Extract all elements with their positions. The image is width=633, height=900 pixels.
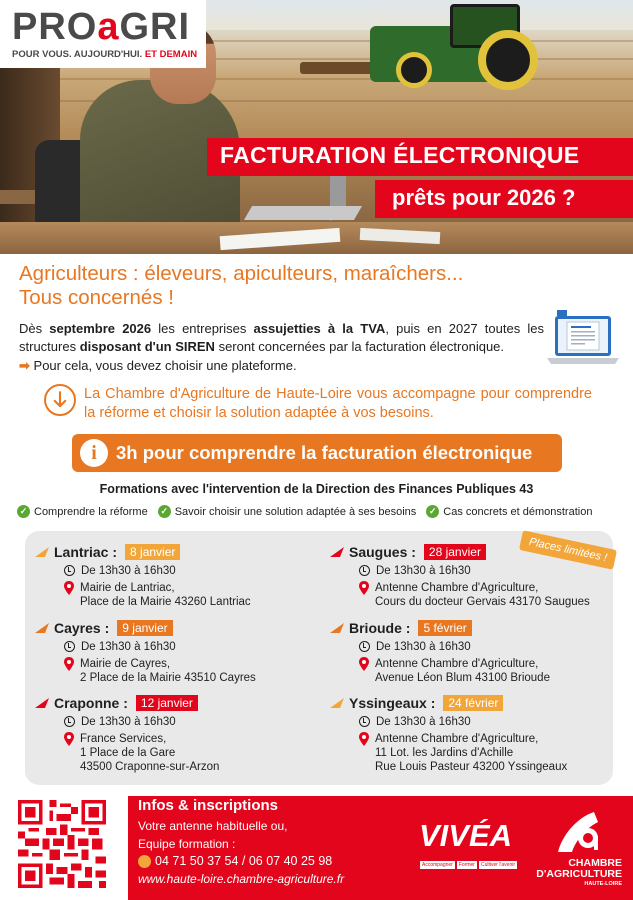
laptop-invoice-icon [543,306,623,370]
session-city: Craponne : [54,695,128,711]
session-address: Antenne Chambre d'Agriculture, [375,733,539,745]
page-title: FACTURATION ÉLECTRONIQUE [220,142,580,168]
session-date-badge: 28 janvier [424,544,486,560]
chambre-agriculture-logo-icon [550,808,610,858]
session-time: De 13h30 à 16h30 [81,641,176,653]
session-date-badge: 8 janvier [125,544,180,560]
session-time: De 13h30 à 16h30 [81,565,176,577]
map-pin-icon [329,622,345,634]
session-city: Yssingeaux : [349,695,436,711]
session-time: De 13h30 à 16h30 [376,565,471,577]
platform-note: ➡ Pour cela, vous devez choisir une plateforme. [19,358,297,373]
arrow-right-icon: ➡ [19,358,30,373]
session-address: Cours du docteur Gervais 43170 Saugues [375,596,590,608]
arrow-down-circle-icon [44,384,76,416]
check-icon: ✓ [426,505,439,518]
session-city: Lantriac : [54,544,118,560]
map-pin-icon [34,697,50,709]
session-address: 2 Place de la Mairie 43510 Cayres [80,672,256,684]
clock-icon [64,641,75,652]
accompaniment-text: La Chambre d'Agriculture de Haute-Loire vous accompagne pour comprendre la réforme et choisir la solution adaptée à vos besoins. [84,386,592,421]
clock-icon [359,641,370,652]
session-card [329,619,550,685]
session-address: Place de la Mairie 43260 Lantriac [80,596,251,608]
formation-points [17,505,629,518]
map-pin-icon [329,697,345,709]
map-pin-icon [34,546,50,558]
phone-icon [138,855,151,868]
location-pin-icon [359,657,369,671]
session-time: De 13h30 à 16h30 [376,716,471,728]
session-date-badge: 5 février [418,620,471,636]
footer-title: Infos & inscriptions [138,797,279,814]
location-pin-icon [359,581,369,595]
plough [300,62,380,74]
logo-wordmark: PROaGRI [12,6,191,48]
chambre-agriculture-wordmark: CHAMBRE D'AGRICULTURE [536,857,622,880]
formations-title: Formations avec l'intervention de la Direction des Finances Publiques 43 [99,482,534,496]
session-card [329,694,567,774]
clock-icon [64,716,75,727]
info-icon: i [80,439,108,467]
places-limitees-badge: Places limitées ! [519,530,617,570]
session-address: France Services, [80,733,167,745]
tractor-wheel [396,52,432,88]
check-icon: ✓ [158,505,171,518]
session-city: Cayres : [54,620,110,636]
session-address: Rue Louis Pasteur 43200 Yssingeaux [375,761,568,773]
audience-headline: Agriculteurs : éleveurs, apiculteurs, maraîchers... Tous concernés ! [19,262,464,309]
formation-point: ✓ Cas concrets et démonstration [426,505,592,518]
session-address: 43500 Craponne-sur-Arzon [80,761,220,773]
intro-paragraph: Dès septembre 2026 les entreprises assujetties à la TVA, puis en 2027 toutes les structures disposant d'un SIREN seront concernées par la facturation électronique. [19,321,544,354]
session-address: Antenne Chambre d'Agriculture, [375,658,539,670]
map-pin-icon [329,546,345,558]
session-card [34,694,219,774]
footer-website-link[interactable]: www.haute-loire.chambre-agriculture.fr [138,872,345,886]
session-card [34,543,251,609]
session-card [329,543,590,609]
location-pin-icon [64,732,74,746]
proagri-logo [0,0,206,68]
qr-code[interactable] [18,800,106,888]
session-time: De 13h30 à 16h30 [81,716,176,728]
session-date-badge: 9 janvier [117,620,172,636]
clock-icon [359,716,370,727]
session-card [34,619,256,685]
formation-point: ✓ Savoir choisir une solution adaptée à ses besoins [158,505,417,518]
logo-tagline: POUR VOUS. AUJOURD'HUI. ET DEMAIN [12,49,198,60]
tractor-wheel [478,30,538,90]
session-address: 1 Place de la Gare [80,747,176,759]
session-city: Saugues : [349,544,416,560]
session-date-badge: 12 janvier [136,695,198,711]
session-date-badge: 24 février [443,695,503,711]
location-pin-icon [64,581,74,595]
vivea-tags: Accompagner Former Cultiver l'avenir [422,862,516,868]
session-address: Mairie de Cayres, [80,658,171,670]
training-banner-text: 3h pour comprendre la facturation électronique [116,442,533,463]
session-address: Avenue Léon Blum 43100 Brioude [375,672,550,684]
location-pin-icon [359,732,369,746]
map-pin-icon [34,622,50,634]
clock-icon [64,565,75,576]
location-pin-icon [64,657,74,671]
session-address: 11 Lot. les Jardins d'Achille [375,747,514,759]
laptop-keyboard [244,206,362,220]
footer-phone[interactable]: 04 71 50 37 54 / 06 07 40 25 98 [138,854,332,868]
session-address: Mairie de Lantriac, [80,582,175,594]
page-subtitle: prêts pour 2026 ? [392,185,576,210]
formation-point: ✓ Comprendre la réforme [17,505,148,518]
session-city: Brioude : [349,620,411,636]
vivea-logo: VIVÉA [419,818,513,853]
session-time: De 13h30 à 16h30 [376,641,471,653]
session-address: Antenne Chambre d'Agriculture, [375,582,539,594]
field-furrow [0,78,633,80]
check-icon: ✓ [17,505,30,518]
chambre-agriculture-department: HAUTE-LOIRE [584,881,622,887]
clock-icon [359,565,370,576]
footer-line: Votre antenne habituelle ou, [138,819,288,833]
footer-line: Equipe formation : [138,837,236,851]
